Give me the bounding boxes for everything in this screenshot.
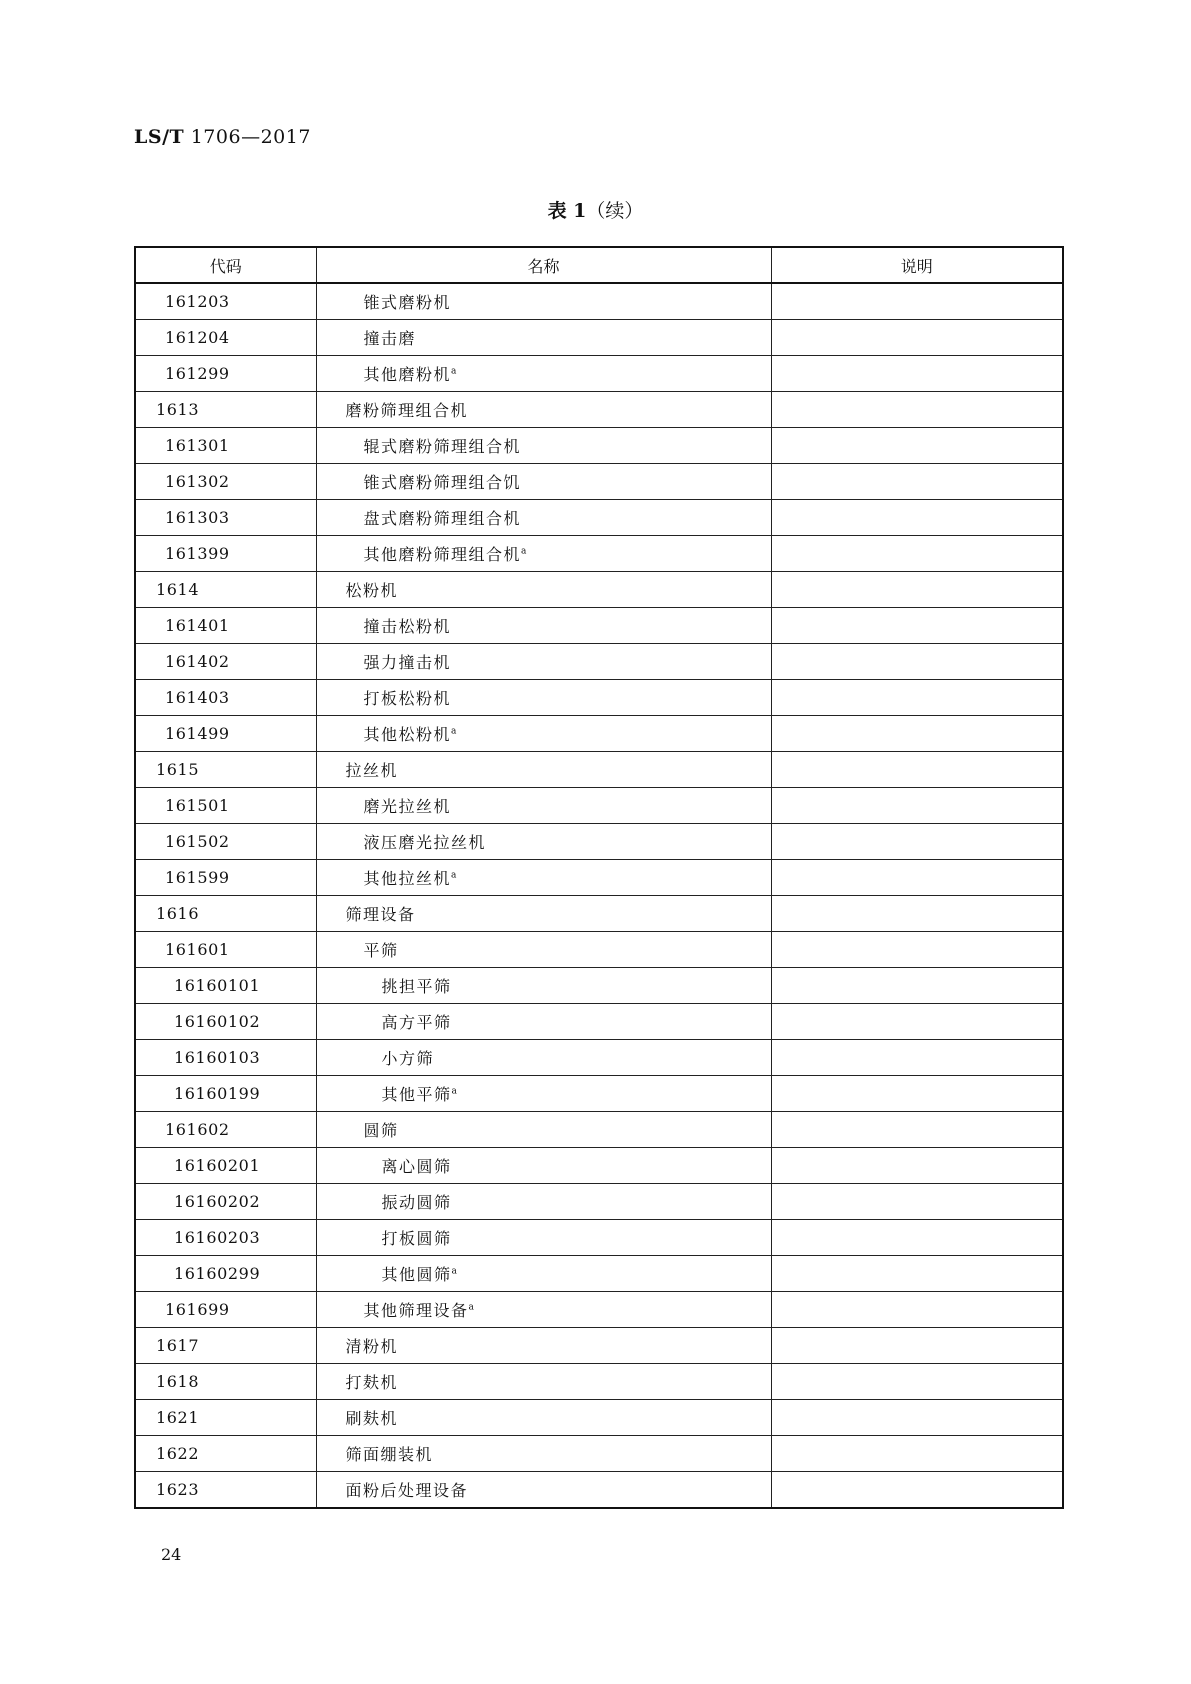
cell-name-text: 撞击松粉机 <box>363 617 452 636</box>
footnote-marker: a <box>451 1086 457 1097</box>
cell-name <box>316 392 771 428</box>
table-row <box>135 1364 1063 1400</box>
cell-name <box>316 752 771 788</box>
cell-description <box>771 320 1063 356</box>
table-title <box>0 196 1191 223</box>
cell-description <box>771 608 1063 644</box>
cell-description <box>771 1328 1063 1364</box>
table-row <box>135 1328 1063 1364</box>
cell-name <box>316 1148 771 1184</box>
cell-name <box>316 680 771 716</box>
cell-name-text: 清粉机 <box>345 1337 399 1356</box>
column-header-code: 代码 <box>135 247 316 283</box>
footnote-marker: a <box>451 870 457 881</box>
classification-table <box>134 246 1064 1509</box>
table-row <box>135 536 1063 572</box>
cell-description <box>771 1364 1063 1400</box>
cell-description <box>771 716 1063 752</box>
cell-name-text: 其他磨粉筛理组合机 <box>363 545 522 564</box>
cell-name-text: 辊式磨粉筛理组合机 <box>363 437 522 456</box>
table-row <box>135 608 1063 644</box>
column-header-name: 名称 <box>316 247 771 283</box>
table-row <box>135 1400 1063 1436</box>
cell-name-text: 其他拉丝机 <box>363 869 452 888</box>
table-row <box>135 932 1063 968</box>
cell-name <box>316 1472 771 1509</box>
cell-code: 16160103 <box>135 1040 316 1076</box>
cell-name <box>316 1076 771 1112</box>
table-title-main: 表 1 <box>547 200 587 222</box>
cell-name-text: 盘式磨粉筛理组合机 <box>363 509 522 528</box>
cell-description <box>771 1436 1063 1472</box>
cell-name <box>316 428 771 464</box>
table-row <box>135 680 1063 716</box>
cell-name-text: 筛面绷装机 <box>345 1445 434 1464</box>
cell-code: 16160199 <box>135 1076 316 1112</box>
cell-name-text: 振动圆筛 <box>381 1193 452 1212</box>
table-header-row <box>135 247 1063 283</box>
cell-name-text: 打板圆筛 <box>381 1229 452 1248</box>
cell-name <box>316 932 771 968</box>
table-row <box>135 283 1063 320</box>
cell-name-text: 撞击磨 <box>363 329 417 348</box>
cell-name-text: 磨粉筛理组合机 <box>345 401 469 420</box>
cell-name-text: 拉丝机 <box>345 761 399 780</box>
table-row <box>135 428 1063 464</box>
cell-description <box>771 536 1063 572</box>
cell-description <box>771 356 1063 392</box>
cell-name-text: 锥式磨粉筛理组合饥 <box>363 473 522 492</box>
cell-name <box>316 608 771 644</box>
cell-name <box>316 1436 771 1472</box>
cell-name <box>316 536 771 572</box>
table-row <box>135 860 1063 896</box>
cell-name <box>316 824 771 860</box>
cell-code: 1617 <box>135 1328 316 1364</box>
table-title-suffix: （续） <box>586 200 644 222</box>
cell-code: 161502 <box>135 824 316 860</box>
standard-number: 1706—2017 <box>190 126 311 148</box>
cell-name-text: 挑担平筛 <box>381 977 452 996</box>
cell-name-text: 其他筛理设备 <box>363 1301 469 1320</box>
cell-name-text: 打板松粉机 <box>363 689 452 708</box>
table-row <box>135 1256 1063 1292</box>
table-row <box>135 1472 1063 1509</box>
cell-description <box>771 824 1063 860</box>
cell-description <box>771 500 1063 536</box>
cell-code: 161299 <box>135 356 316 392</box>
cell-name <box>316 896 771 932</box>
cell-description <box>771 1184 1063 1220</box>
cell-code: 161601 <box>135 932 316 968</box>
table-row <box>135 1220 1063 1256</box>
cell-name-text: 离心圆筛 <box>381 1157 452 1176</box>
cell-description <box>771 1220 1063 1256</box>
document-header <box>134 126 311 148</box>
cell-name <box>316 968 771 1004</box>
cell-code: 16160101 <box>135 968 316 1004</box>
cell-name <box>316 572 771 608</box>
table-row <box>135 320 1063 356</box>
cell-description <box>771 968 1063 1004</box>
cell-name <box>316 464 771 500</box>
cell-description <box>771 1472 1063 1509</box>
cell-name-text: 高方平筛 <box>381 1013 452 1032</box>
footnote-marker: a <box>451 366 457 377</box>
cell-description <box>771 932 1063 968</box>
cell-name-text: 其他平筛 <box>381 1085 452 1104</box>
cell-description <box>771 283 1063 320</box>
cell-description <box>771 1148 1063 1184</box>
cell-name <box>316 1328 771 1364</box>
cell-code: 1613 <box>135 392 316 428</box>
column-header-description: 说明 <box>771 247 1063 283</box>
cell-code: 16160203 <box>135 1220 316 1256</box>
cell-name-text: 锥式磨粉机 <box>363 293 452 312</box>
cell-code: 161599 <box>135 860 316 896</box>
cell-description <box>771 428 1063 464</box>
cell-code: 16160102 <box>135 1004 316 1040</box>
cell-name <box>316 1112 771 1148</box>
cell-description <box>771 1112 1063 1148</box>
table-row <box>135 968 1063 1004</box>
cell-name <box>316 356 771 392</box>
table-row <box>135 572 1063 608</box>
table-row <box>135 716 1063 752</box>
footnote-marker: a <box>468 1302 474 1313</box>
cell-name-text: 其他松粉机 <box>363 725 452 744</box>
cell-name <box>316 716 771 752</box>
cell-name-text: 液压磨光拉丝机 <box>363 833 487 852</box>
cell-code: 161402 <box>135 644 316 680</box>
cell-description <box>771 644 1063 680</box>
cell-name <box>316 1004 771 1040</box>
cell-description <box>771 680 1063 716</box>
footnote-marker: a <box>521 546 527 557</box>
cell-code: 161302 <box>135 464 316 500</box>
cell-code: 161699 <box>135 1292 316 1328</box>
page-number: 24 <box>161 1545 182 1564</box>
cell-description <box>771 392 1063 428</box>
cell-code: 16160299 <box>135 1256 316 1292</box>
cell-description <box>771 788 1063 824</box>
cell-name <box>316 1040 771 1076</box>
cell-code: 161499 <box>135 716 316 752</box>
cell-name <box>316 1292 771 1328</box>
cell-name-text: 松粉机 <box>345 581 399 600</box>
table-row <box>135 464 1063 500</box>
cell-code: 1615 <box>135 752 316 788</box>
footnote-marker: a <box>451 1266 457 1277</box>
table-row <box>135 644 1063 680</box>
table-row <box>135 1292 1063 1328</box>
cell-description <box>771 572 1063 608</box>
table-row <box>135 1148 1063 1184</box>
table-row <box>135 1076 1063 1112</box>
table-row <box>135 392 1063 428</box>
cell-name <box>316 1220 771 1256</box>
cell-description <box>771 1004 1063 1040</box>
table-row <box>135 752 1063 788</box>
cell-description <box>771 860 1063 896</box>
cell-code: 161602 <box>135 1112 316 1148</box>
table-row <box>135 824 1063 860</box>
cell-code: 161203 <box>135 283 316 320</box>
cell-code: 16160201 <box>135 1148 316 1184</box>
cell-name <box>316 860 771 896</box>
table-row <box>135 1436 1063 1472</box>
footnote-marker: a <box>451 726 457 737</box>
table-row <box>135 1040 1063 1076</box>
table-row <box>135 788 1063 824</box>
cell-code: 161303 <box>135 500 316 536</box>
cell-name-text: 打麸机 <box>345 1373 399 1392</box>
cell-name-text: 面粉后处理设备 <box>345 1481 469 1500</box>
cell-code: 1614 <box>135 572 316 608</box>
cell-name <box>316 788 771 824</box>
cell-code: 1622 <box>135 1436 316 1472</box>
cell-name <box>316 1400 771 1436</box>
cell-code: 16160202 <box>135 1184 316 1220</box>
cell-description <box>771 1076 1063 1112</box>
cell-name-text: 其他磨粉机 <box>363 365 452 384</box>
cell-description <box>771 1040 1063 1076</box>
cell-name-text: 磨光拉丝机 <box>363 797 452 816</box>
cell-code: 161501 <box>135 788 316 824</box>
cell-code: 1621 <box>135 1400 316 1436</box>
cell-name-text: 圆筛 <box>363 1121 399 1140</box>
cell-name <box>316 644 771 680</box>
table-row <box>135 1184 1063 1220</box>
cell-name <box>316 500 771 536</box>
table-row <box>135 896 1063 932</box>
cell-code: 1618 <box>135 1364 316 1400</box>
cell-name <box>316 1364 771 1400</box>
cell-name-text: 刷麸机 <box>345 1409 399 1428</box>
table-body <box>135 283 1063 1508</box>
table-row <box>135 500 1063 536</box>
table-row <box>135 356 1063 392</box>
cell-code: 161403 <box>135 680 316 716</box>
table-row <box>135 1004 1063 1040</box>
cell-name <box>316 1184 771 1220</box>
cell-description <box>771 464 1063 500</box>
cell-description <box>771 752 1063 788</box>
cell-code: 1616 <box>135 896 316 932</box>
cell-code: 161301 <box>135 428 316 464</box>
cell-name-text: 其他圆筛 <box>381 1265 452 1284</box>
cell-description <box>771 1256 1063 1292</box>
cell-name-text: 强力撞击机 <box>363 653 452 672</box>
cell-code: 161399 <box>135 536 316 572</box>
standard-code: LS/T <box>134 126 185 148</box>
cell-name <box>316 1256 771 1292</box>
cell-name-text: 筛理设备 <box>345 905 416 924</box>
cell-name-text: 小方筛 <box>381 1049 435 1068</box>
cell-name <box>316 283 771 320</box>
cell-description <box>771 896 1063 932</box>
cell-name-text: 平筛 <box>363 941 399 960</box>
cell-code: 1623 <box>135 1472 316 1509</box>
cell-description <box>771 1292 1063 1328</box>
cell-code: 161401 <box>135 608 316 644</box>
table-row <box>135 1112 1063 1148</box>
cell-description <box>771 1400 1063 1436</box>
cell-name <box>316 320 771 356</box>
cell-code: 161204 <box>135 320 316 356</box>
